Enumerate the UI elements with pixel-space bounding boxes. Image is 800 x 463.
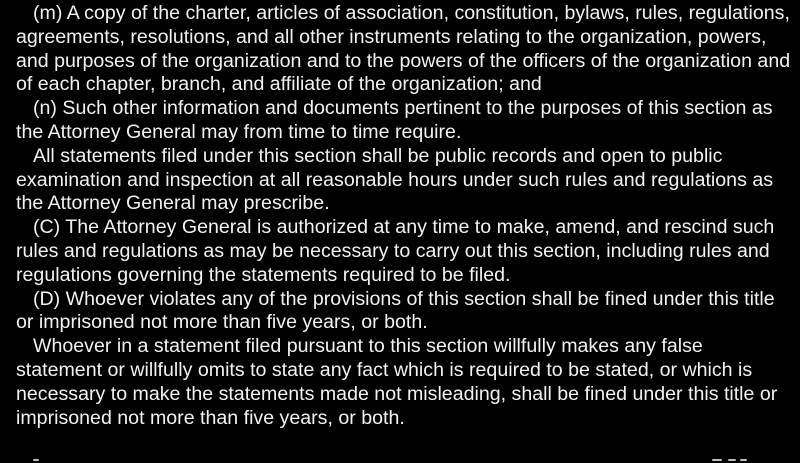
cut-off-glyph-right-1 xyxy=(712,459,722,461)
paragraph-c: (C) The Attorney General is authorized at any time to make, amend, and rescind such rules and regulations as may be necessary to carry out this section, including rules and regulations governing the statements required to be filed. xyxy=(16,216,775,286)
cut-off-glyph-right-2 xyxy=(728,459,736,461)
cut-off-glyph-left xyxy=(33,459,39,461)
paragraph-false-statement: Whoever in a statement filed pursuant to this section willfully makes any false statement or willfully omits to state any fact which is required to be stated, or which is necessary to make the statements made not misleading, shall be fined under this title or imprisoned not more than five years, or both. xyxy=(16,335,778,429)
paragraph-d: (D) Whoever violates any of the provisions of this section shall be fined under this title or imprisoned not more than five years, or both. xyxy=(16,287,775,334)
document-body xyxy=(16,2,792,430)
paragraph-n: (n) Such other information and documents pertinent to the purposes of this section as the Attorney General may from time to time require. xyxy=(16,97,773,143)
cut-off-glyph-right-3 xyxy=(740,459,747,461)
cut-off-next-line xyxy=(0,459,800,463)
paragraph-public-records: All statements filed under this section shall be public records and open to public examination and inspection at all reasonable hours under such rules and regulations as the Attorney General may prescribe. xyxy=(16,144,774,215)
paragraph-m: (m) A copy of the charter, articles of association, constitution, bylaws, rules, regulations, agreements, resolutions, and all other instruments relating to the organization, powers, and purposes of the organization and to the powers of the officers of the organization and of each chapter, branch, and affiliate of the organization; and xyxy=(16,2,791,96)
